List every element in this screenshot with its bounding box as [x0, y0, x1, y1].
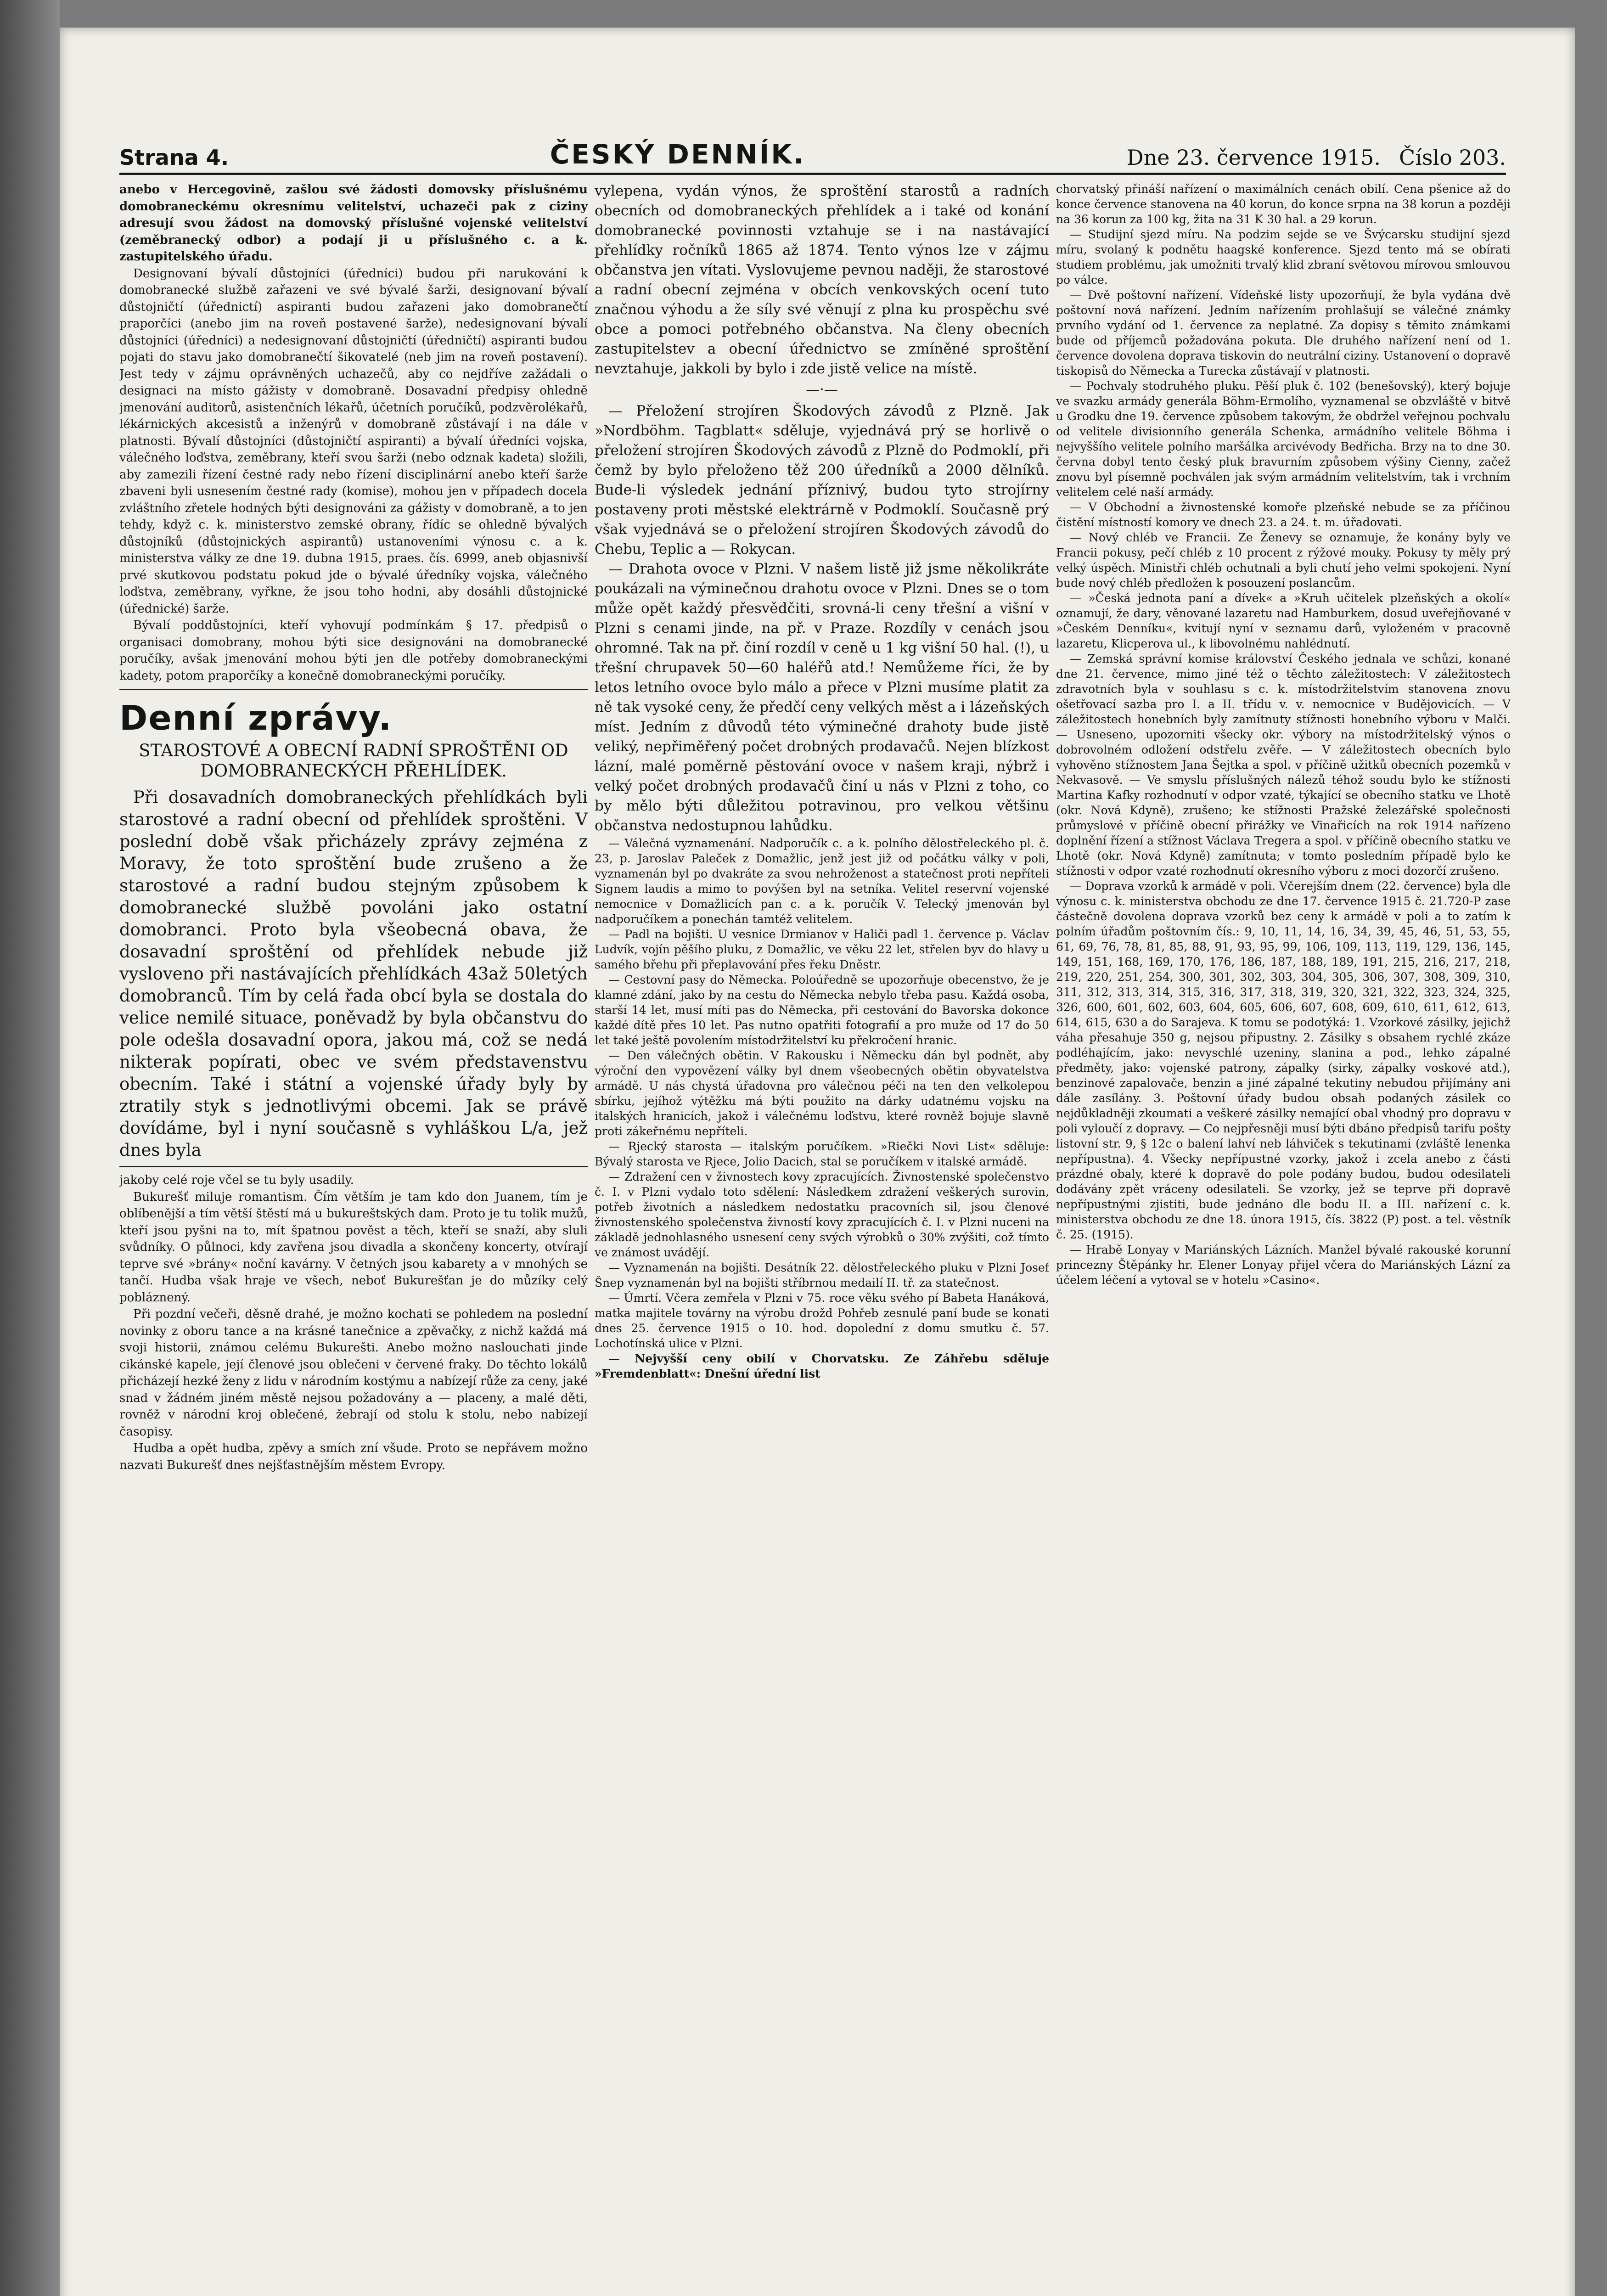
divider: [119, 689, 588, 690]
section-title: Denní zprávy.: [119, 698, 393, 738]
paragraph: Při dosavadních domobraneckých přehlídkách byli starostové a radní obecní od přehlídek sproštěni. V poslední době však přicházely zprávy zejména z Moravy, že toto sproštění bude zrušeno a že starostové a radní budou stejným způsobem k domobranecké službě povoláni jako ostatní domobranci. Proto byla všeobecná obava, že dosavadní sproštění od přehlídek nebude již vysloveno při nastávajících přehlídkách 43až 50letých domobranců. Tím by celá řada obcí byla se dostala do velice nemilé situace, poněvadž by byla občanstvu do pole odešla dosavadní opora, jakou má, což se nedá nikterak popírati, obec ve svém představenstvu obecním. Také i státní a vojenské úřady byly by ztratily styk s jednotlivými obcemi. Jak se právě dovídáme, byl i nyní současně s vyhláškou L/a, jež dnes byla: [119, 788, 588, 1160]
paragraph: Hudba a opět hudba, zpěvy a smích zní všude. Proto se nepřávem možno nazvati Bukurešť dnes nejšťastnějším městem Evropy.: [119, 1441, 588, 1472]
paragraph: — V Obchodní a živnostenské komoře plzeňské nebude se za příčinou čistění místností komory ve dnech 23. a 24. t. m. úřadovati.: [1056, 501, 1511, 529]
paragraph: — Studijní sjezd míru. Na podzim sejde se ve Švýcarsku studijní sjezd míru, svolaný k podnětu haagské konference. Sjezd tento má se obírati studiem problému, jak umožniti trvalý klid zbraní světovou mírovou smlouvou po válce.: [1056, 228, 1511, 287]
issue-date: Dne 23. července 1915.: [1126, 145, 1381, 170]
paragraph: — Rjecký starosta — italským poručíkem. »Riečki Novi List« sděluje: Bývalý starosta ve Rjece, Jolio Dacich, stal se poručíkem v italské armádě.: [595, 1139, 1049, 1168]
paragraph: — Válečná vyznamenání. Nadporučík c. a k. polního dělostřeleckého pl. č. 23, p. Jaroslav Paleček z Domažlic, jenž jest již od počátku války v poli, vyznamenán byl po dvakráte za svou nehroženost a statečnost proti nepříteli Signem laudis a mimo to povýšen byl na setníka. Velitel reservní vojenské nemocnice v Domažlicích pan c. a k. poručík V. Telecký jmenován byl nadporučíkem a ponechán tamtéž velitelem.: [595, 836, 1049, 926]
paragraph: — Nejvyšší ceny obilí v Chorvatsku. Ze Záhřebu sděluje »Fremdenblatt«: Dnešní úřední list: [595, 1351, 1049, 1380]
paragraph: jakoby celé roje včel se tu byly usadily.: [119, 1173, 354, 1187]
paragraph: Designovaní bývalí důstojníci (úředníci) budou při narukování k domobranecké službě zařazeni ve své bývalé šarži, designovaní bývalí důstojničtí (úřednictí) aspiranti budou zařazeni jako domobranečtí praporčíci (anebo jim na roveň postavené šarže), nedesignovaní bývalí důstojníci (úředníci) a nedesignovaní důstojničtí (úředničtí) aspiranti budou pojati do stavu jako domobranečtí šikovatelé (neb jim na roveň postavení). Jest tedy v zájmu oprávněných uchazečů, aby co nejdříve zažádali o designaci na místo gážisty v domobraně. Dosavadní předpisy ohledně jmenování auditorů, asistenčních lékařů, účetních poručíků, podzvěrolékařů, lékárnických akcesistů a inženýrů v domobraně zůstávají i na dále v platnosti. Bývalí důstojníci (důstojničtí aspiranti) a bývalí úředníci vojska, válečného loďstva, zeměbrany, kteří svou šarži (nebo odznak kadeta) složili, aby zamezili řízení čestné rady nebo řízení disciplinární anebo kteří šarže zbaveni byli usnesením čestné rady (komise), mohou jen v případech docela zvláštního zřetele hodných býti designováni za gážisty v domobraně, a to jen tehdy, když c. k. ministerstvo zemské obrany, řídíc se ohledně bývalých důstojníků (důstojnických aspirantů) ustanoveními výnosu c. a k. ministerstva války ze dne 19. dubna 1915, praes. čís. 6999, aneb objasnivší prvé skutkovou podstatu pokud jde o bývalé úředníky vojska, válečného loďstva, zeměbrany, vyřkne, že jsou toho hodni, aby dosáhli důstojnické (úřednické) šarže.: [119, 266, 588, 616]
paragraph: — Padl na bojišti. U vesnice Drmianov v Haliči padl 1. července p. Václav Ludvík, vojín pěšího pluku, z Domažlic, ve věku 22 let, střelen byv do hlavy u samého břehu při přeplavování přes řeku Dněstr.: [595, 927, 1049, 971]
paragraph: — Přeložení strojíren Škodových závodů z Plzně. Jak »Nordböhm. Tagblatt« sděluje, vyjednává prý se horlivě o přeložení strojíren Škodových závodů z Plzně do Podmoklí, při čemž by bylo přeloženo těž 200 úředníků a 2000 dělníků. Bude-li výsledek jednání příznivý, budou tyto strojírny postaveny proti městské elektrárně v Podmoklí. Současně prý však vyjednává se o přeložení strojíren Škodových závodů do Chebu, Teplic a — Rokycan.: [595, 402, 1049, 557]
paragraph: Bukurešť miluje romantism. Čím větším je tam kdo don Juanem, tím je oblíbenější a tím větší štěstí má u bukureštských dam. Proto je tu tolik mužů, kteří jsou pyšni na to, mít špatnou pověst a těch, kteří se snaží, aby sluli svůdníky. O půlnoci, kdy zavřena jsou divadla a skončeny koncerty, otvírají teprve své »brány« noční kavárny. V četných jsou kabarety a v mnohých se tančí. Hudba však hraje ve všech, neboť Bukurešťan je do můzíky celý pobláznený.: [119, 1190, 588, 1305]
divider: [119, 1166, 588, 1167]
paragraph: — Dvě poštovní nařízení. Vídeňské listy upozorňují, že byla vydána dvě poštovní nová nařízení. Jedním nařízením prohlašují se válečné známky prvního vydání od 1. července za neplatné. Za dopisy s těmito známkami bude od příjemců požadována pokuta. Dle druhého nařízení není od 1. července dovolena doprava tiskovin do neutrální ciziny. Ustanovení o dopravě tiskopisů do Německa a Turecka zůstávají v platnosti.: [1056, 288, 1511, 377]
scan-edge: [0, 0, 60, 2296]
paragraph: Bývalí poddůstojníci, kteří vyhovují podmínkám § 17. předpisů o organisaci domobrany, mohou býti sice designováni na domobranecké poručíky, avšak jmenování mohou býti jen dle potřeby domobraneckými kadety, potom praporčíky a konečně domobraneckými poručíky.: [119, 619, 588, 683]
article-heading: STAROSTOVÉ A OBECNÍ RADNÍ SPROŠTĚNI OD DOMOBRANECKÝCH PŘEHLÍDEK.: [139, 741, 568, 781]
page-number: Strana 4.: [119, 145, 229, 170]
paragraph: — Vyznamenán na bojišti. Desátník 22. dělostřeleckého pluku v Plzni Josef Šnep vyznamenán byl na bojišti stříbrnou medailí II. tř. za statečnost.: [595, 1261, 1049, 1289]
page-header: [119, 138, 1506, 175]
paragraph: — Hrabě Lonyay v Mariánských Lázních. Manžel bývalé rakouské korunní princezny Štěpánky hr. Elener Lonyay přijel včera do Mariánských Lázní za účelem léčení a vytoval se v hotelu »Casino«.: [1056, 1243, 1511, 1287]
paragraph: — Zdražení cen v živnostech kovy zpracujících. Živnostenské společenstvo č. I. v Plzni vydalo toto sdělení: Následkem zdražení veškerých surovin, potřeb životních a následkem nedostatku pracovních sil, jsou členové živnostenského společenstva živností kovy zpracujících č. I. v Plzni nuceni na základě jednohlasného usnesení ceny svých výrobků o 30% zvýšiti, což tímto ve známost uvádějí.: [595, 1170, 1049, 1259]
paragraph: — Cestovní pasy do Německa. Poloúředně se upozorňuje obecenstvo, že je klamné zdání, jako by na cestu do Německa nebylo třeba pasu. Každá osoba, starší 14 let, musí míti pas do Německa, při cestování do Bavorska dokonce každé dítě přes 10 let. Pas nutno opatřiti fotografií a pro muže od 17 do 50 let také ještě povolením místodržitelství ku překročení hranic.: [595, 973, 1049, 1047]
date-issue: [1127, 145, 1506, 170]
paragraph: — Pochvaly stodruhého pluku. Pěší pluk č. 102 (benešovský), který bojuje ve svazku armády generála Böhm-Ermolího, vyznamenal se obzvláště v bitvě u Grodku dne 19. července způsobem takovým, že obdržel veřejnou pochvalu od velitele divisionního generála Schenka, armádního velitele Böhma i nejvyššího velitele polního maršálka arcivévody Bedřicha. Brzy na to dne 30. června dobyl tento český pluk bravurním způsobem výšiny Cienny, začež znovu byl písemně pochválen jak svým armádním velitelstvím, tak i vrchním velitelem celé naší armády.: [1056, 379, 1511, 499]
issue-number: Číslo 203.: [1399, 145, 1506, 170]
paragraph: chorvatský přináší nařízení o maximálních cenách obilí. Cena pšenice až do konce července stanovena na 40 korun, do konce srpna na 38 korun a později na 36 korun za 100 kg, žita na 31 K 30 hal. a 29 korun.: [1056, 182, 1511, 226]
paragraph: — Den válečných obětin. V Rakousku i Německu dán byl podnět, aby výroční den vypovězení války byl dnem všeobecných obětin obyvatelstva armádě. U nás chystá úřadovna pro válečnou péči na ten den velkolepou sbírku, jejíhož výtěžku má býti použito na dárky udatnému vojsku na italských hranicích, jakož i válečnému loďstvu, které rovněž bojuje slavně proti zákeřnému nepříteli.: [595, 1048, 1049, 1138]
paragraph: vylepena, vydán výnos, že sproštění starostů a radních obecních od domobraneckých přehlídek a i také od konání domobranecké povinnosti vztahuje se i na nastávající přehlídky ročníků 1865 až 1874. Tento výnos lze v zájmu občanstva jen vítati. Vyslovujeme pevnou naději, že starostové a radní obecní zejména v obcích venkovských ocení tuto značnou výhodu a že síly své věnují z plna ku prospěchu své obce a pomoci potřebného občanstva. Na členy obecních zastupitelstev a obecní úřednictvo se zmíněné sproštění nevztahuje, jakkoli by bylo i zde jistě velice na místě.: [595, 183, 1049, 377]
column-2: [595, 181, 1049, 2275]
paragraph: — Doprava vzorků k armádě v poli. Včerejším dnem (22. července) byla dle výnosu c. k. ministerstva obchodu ze dne 17. července 1915 č. 21.720-P zase částečně dovolena doprava vzorků bez ceny k armádě v poli a to zatím k polním úřadům poštovním čís.: 9, 10, 11, 14, 16, 34, 39, 45, 46, 51, 53, 55, 61, 69, 76, 78, 81, 85, 88, 91, 93, 95, 99, 106, 109, 113, 119, 129, 136, 145, 149, 151, 168, 169, 170, 176, 186, 187, 188, 189, 191, 215, 216, 217, 218, 219, 220, 251, 254, 300, 301, 302, 303, 304, 305, 306, 307, 308, 309, 310, 311, 312, 313, 314, 315, 316, 317, 318, 319, 320, 321, 322, 323, 324, 325, 326, 600, 601, 602, 603, 604, 605, 606, 607, 608, 609, 610, 611, 612, 613, 614, 615, 630 a do Sarajeva. K tomu se podotýká: 1. Vzorkové zásilky, jejichž váha přesahuje 350 g, nejsou připustny. 2. Zásilky s obsahem rychlé zkáze podléhajícím, jako: nevyschlé uzeniny, slanina a pod., lehko zápalné předměty, jako: vojenské patrony, zápalky (sirky, zápalky voskové atd.), benzinové zapalovače, benzin a jiné zápalné tekutiny nebudou přijímány ani dále zasílány. 3. Poštovní úřady budou obsah podaných zásilek co nejdůkladněji zkoumati a veškeré zásilky nemající obal vhodný pro dopravu v poli vyloučí z dopravy. — Co nejpřesněji musí býti dbáno předpisů tarifu pošty listovní str. 9, § 12c o balení lahví neb láhviček s tekutinami (zvláště lenenka nepřípustna). 4. Všecky nepřípustné vzorky, jakož i zcela anebo z části prázdné obaly, které k dopravě do pole podány budou, budou odesilateli dodávány zpět vráceny odesilateli. Se vzorky, jež se teprve při dopravě nepřípustnými zjistiti, bude jednáno dle bodu II. a III. nařízení c. k. ministerstva obchodu ze dne 18. února 1915, čís. 3822 (P) post. a tel. věstník č. 25. (1915).: [1056, 879, 1511, 1241]
paragraph: anebo v Hercegovině, zašlou své žádosti domovsky příslušnému domobraneckému okresnímu velitelství, uchazeči pak z ciziny adresují svou žádost na domovský příslušné vojenské velitelství (zeměbranecký odbor) a podají ji u příslušného c. a k. zastupitelského úřadu.: [119, 183, 588, 264]
column-1: [119, 181, 588, 2275]
masthead: ČESKÝ DENNÍK.: [550, 139, 806, 170]
paragraph: — Drahota ovoce v Plzni. V našem listě již jsme několikráte poukázali na výminečnou drahotu ovoce v Plzni. Dnes se o tom může opět každý přesvědčiti, srovná-li ceny třešní a višní v Plzni s cenami jinde, na př. v Praze. Rozdíly v cenách jsou ohromné. Tak na př. činí rozdíl v ceně u 1 kg višní 50 hal. (!), u třešní chrupavek 50—60 haléřů atd.! Nemůžeme říci, že by letos letního ovoce bylo málo a přece v Plzni musíme platit za ně tak vysoké ceny, že předčí ceny velkých měst a i lázeňských míst. Jedním z důvodů této výminečné drahoty bude jistě veliký, nepřiměřený počet drobných prodavačů. Nejen blízkost lázní, malé poměrně pěstování ovoce v našem kraji, nýbrž i velký počet drobných prodavačů činí u nás v Plzni z toho, co by mělo býti důležitou potravinou, pro velkou většinu občanstva nedostupnou lahůdku.: [595, 560, 1049, 834]
paragraph: — »Česká jednota paní a dívek« a »Kruh učitelek plzeňských a okolí« oznamují, že dary, věnované lazaretu nad Hamburkem, dosud uveřejňované v »Českém Denníku«, kvitují nyní v seznamu darů, vyloženém v pracovně lazaretu, Klicperova ul., k libovolnému nahlédnutí.: [1056, 591, 1511, 650]
paragraph: — Zemská správní komise království Českého jednala ve schůzi, konané dne 21. července, mimo jiné též o těchto záležitostech: V záležitostech zdravotních byla v souhlasu s c. k. místodržitelstvím stanovena znovu ošetřovací sazba pro I. a II. třídu v. v. nemocnice v Budějovicích. — V záležitostech honebních byly zamítnuty stížnosti honebního výboru v Malči. — Usneseno, upozorniti všecky okr. výbory na místodržitelský výnos o dobrovolném odložení odstřelu zvěře. — V záležitostech obecních bylo vyhověno stížnostem Jana Šejtka a spol. v příčině užitků obecních pozemků v Nekvasově. — Ve smyslu příslušných nálezů téhož soudu bylo ke stížnosti Martina Kafky rozhodnutí v odpor vzaté, týkající se obecního statku ve Lhotě (okr. Nová Kdyně), zrušeno; ke stížnosti Pražské železářské společnosti průmyslové v příčině obecní přirážky ve Vinařicích na rok 1914 nařízeno doplnění řízení a stížnost Václava Tregera a spol. v příčině obecního statku ve Lhotě (okr. Nová Kdyně) zamítnuta; v tomto posledním případě bylo ke stížnosti v odpor vzaté rozhodnutí okresního výboru z moci dozorčí zrušeno.: [1056, 652, 1511, 878]
paragraph: Při pozdní večeři, děsně drahé, je možno kochati se pohledem na poslední novinky z oboru tance a na krásné tanečnice a zpěvačky, z nichž každá má svoji historii, známou celému Bukurešti. Anebo možno naslouchati jinde cikánské kapele, její členové jsou oblečeni v červené fraky. Do těchto lokálů přicházejí hezké ženy z lidu v národním kostýmu a nabízejí růže za ceny, jaké snad v žádném jiném městě nejsou požadovány a — placeny, a malé děti, rovněž v národní kroj oblečené, žebrají od stolu k stolu, nebo nabízejí časopisy.: [119, 1307, 588, 1439]
paragraph: — Nový chléb ve Francii. Ze Ženevy se oznamuje, že konány byly ve Francii pokusy, pečí chléb z 10 procent z rýžové mouky. Pokusy ty měly prý velký úspěch. Ministři chléb ochutnali a byli chutí jeho velmi spokojeni. Nyní bude nový chléb předložen k posouzení poslancům.: [1056, 531, 1511, 590]
column-3: [1056, 181, 1511, 2275]
separator: —·—: [806, 382, 838, 398]
paragraph: — Úmrtí. Včera zemřela v Plzni v 75. roce věku svého pí Babeta Hanáková, matka majitele továrny na výrobu drožd Pohřeb zesnulé paní bude se konati dnes 25. července 1915 o 10. hod. dopolední z domu smutku č. 57. Lochotínská ulice v Plzni.: [595, 1291, 1049, 1350]
page-columns: [119, 181, 1511, 2275]
